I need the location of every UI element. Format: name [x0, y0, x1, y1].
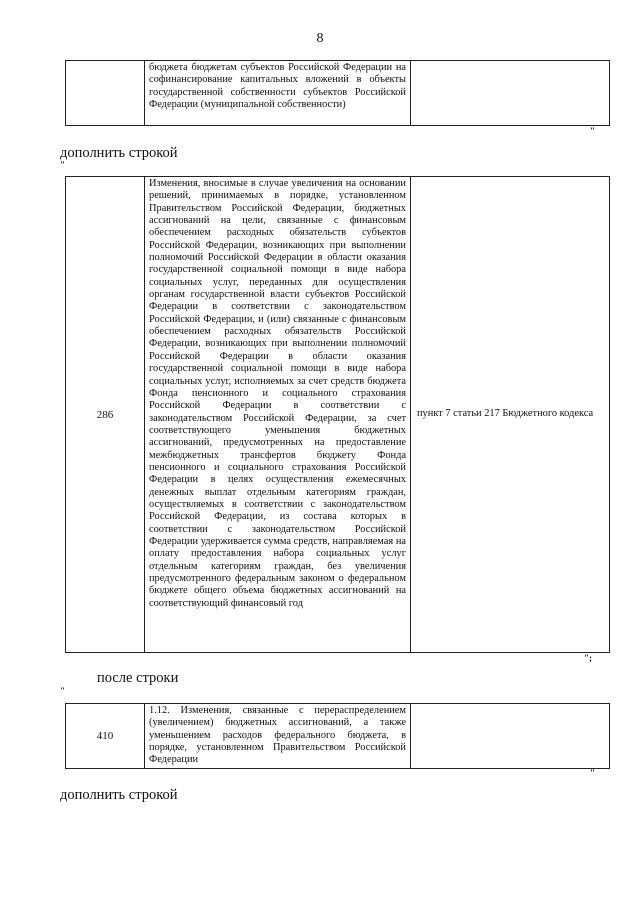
row-reference: [411, 704, 610, 769]
table-continuation: [65, 60, 610, 126]
close-quote: ": [590, 768, 595, 778]
row-text: 1.12. Изменения, связанные с перераспределением (увеличением) бюджетных ассигнований, а также уменьшением расходов федерального бюджета, в порядке, установленном Правительством Российской Федерации: [145, 704, 411, 769]
heading-add-row: дополнить строкой: [60, 145, 178, 161]
row-reference: [411, 61, 610, 126]
page-number: 8: [316, 31, 324, 46]
table-row: [66, 177, 610, 653]
row-text: Изменения, вносимые в случае увеличения на основании решений, принимаемых в порядке, установленном Правительством Российской Федерации, бюджетных ассигнований на цели, связанные с финансовым обеспечением расходных обязательств субъектов Российской Федерации, возникающих при выполнении полномочий Российской Федерации в области оказания государственной социальной помощи в виде набора социальных услуг, переданных для осуществления органам государственной власти субъектов Российской Федерации в соответствии с законодательством Российской Федерации, и (или) связанные с финансовым обеспечением расходных обязательств Российской Федерации, возникающих при выполнении полномочий Российской Федерации в области оказания государственной социальной помощи в виде набора социальных услуг, исполняемых за счет средств бюджета Фонда пенсионного и социального страхования Российской Федерации в соответствии с законодательством Российской Федерации, за счет соответствующего уменьшения бюджетных ассигнований, предусмотренных на предоставление межбюджетных трансфертов бюджету Фонда пенсионного и социального страхования Российской Федерации в целях осуществления ежемесячных денежных выплат отдельным категориям граждан, осуществляемых в соответствии с законодательством Российской Федерации, из состава которых в соответствии с законодательством Российской Федерации удерживается сумма средств, направляемая на оплату предоставления набора социальных услуг отдельным категориям граждан, без увеличения предусмотренного федеральным законом о федеральном бюджете общего объема бюджетных ассигнований на соответствующий финансовый год: [145, 177, 411, 653]
row-text: бюджета бюджетам субъектов Российской Федерации на софинансирование капитальных вложений в объекты государственной собственности субъектов Российской Федерации (муниципальной собственности): [145, 61, 411, 126]
close-quote: ";: [584, 653, 592, 663]
close-quote: ": [590, 126, 595, 136]
row-code: [66, 61, 145, 126]
row-code: 286: [66, 177, 145, 653]
table-row: [66, 61, 610, 126]
open-quote: ": [60, 686, 65, 696]
row-reference: пункт 7 статьи 217 Бюджетного кодекса: [411, 177, 610, 653]
table-row: [66, 704, 610, 769]
heading-after-row: после строки: [97, 670, 179, 686]
table-row-286: [65, 176, 610, 653]
row-code: 410: [66, 704, 145, 769]
heading-add-row: дополнить строкой: [60, 787, 178, 803]
open-quote: ": [60, 160, 65, 170]
table-row-410: [65, 703, 610, 769]
